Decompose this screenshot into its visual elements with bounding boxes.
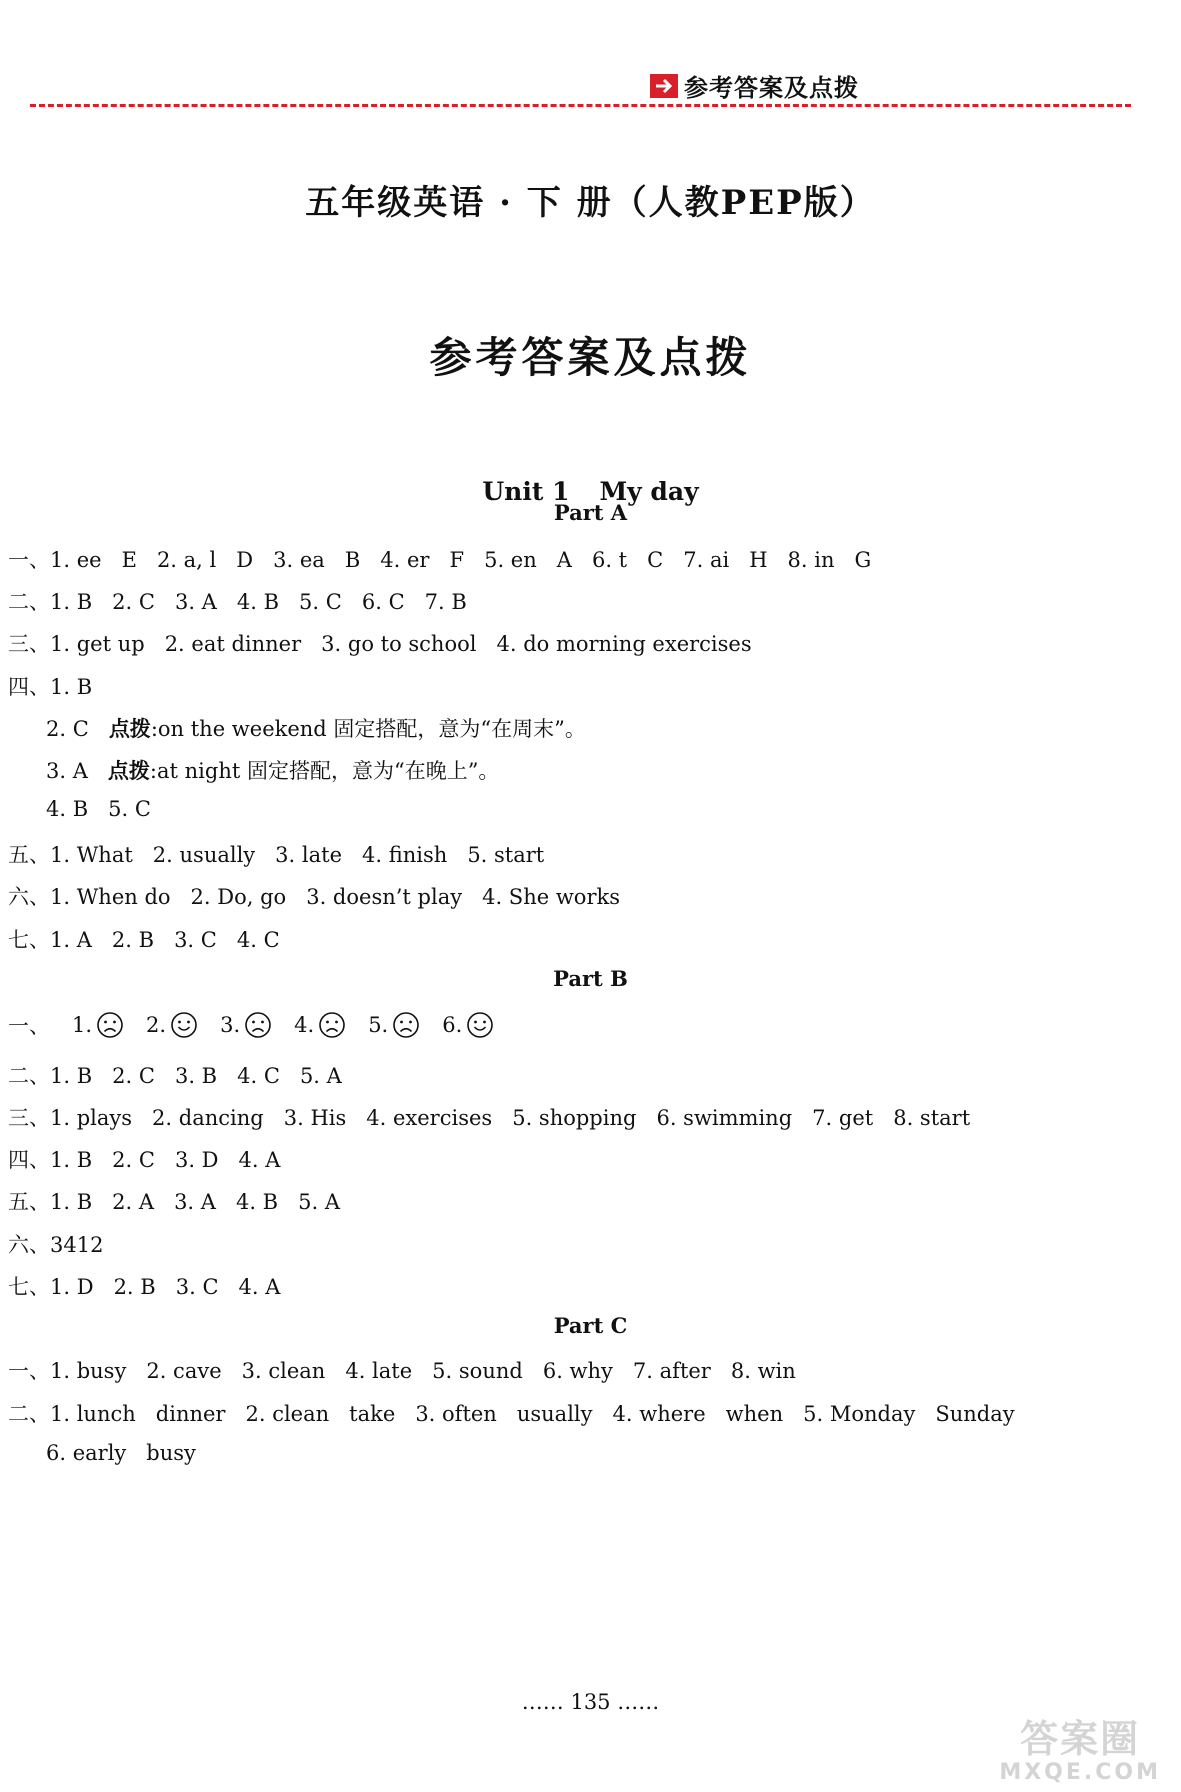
book-title: 五年级英语 · 下 册（人教PEP版） <box>305 183 876 223</box>
unit-name: My day <box>599 477 699 506</box>
answer-line: 五、1. B 2. A 3. A 4. B 5. A <box>8 1190 341 1214</box>
answer-line: 二、1. lunch dinner 2. clean take 3. often usually 4. where when 5. Monday Sunday <box>8 1402 1015 1426</box>
sad-face-icon <box>392 1011 420 1039</box>
note-answer: 2. C <box>46 717 89 741</box>
page-number: …… 135 …… <box>521 1690 660 1714</box>
sad-face-icon <box>244 1011 272 1039</box>
answer-line: 三、1. get up 2. eat dinner 3. go to school 4. do morning exercises <box>8 632 752 656</box>
face-number: 1. <box>72 1013 93 1037</box>
face-number: 5. <box>368 1013 389 1037</box>
answer-line: 一、1. ee E 2. a, l D 3. ea B 4. er F 5. en A 6. t C 7. ai H 8. in G <box>8 548 872 572</box>
answer-line: 七、1. A 2. B 3. C 4. C <box>8 928 280 952</box>
answer-line: 六、3412 <box>8 1233 104 1257</box>
faces-line <box>8 1010 494 1040</box>
answer-line: 四、1. B 2. C 3. D 4. A <box>8 1148 281 1172</box>
answer-line: 七、1. D 2. B 3. C 4. A <box>8 1275 281 1299</box>
header-tag <box>650 68 859 103</box>
answer-line: 六、1. When do 2. Do, go 3. doesn’t play 4. She works <box>8 885 620 909</box>
answer-line: 二、1. B 2. C 3. B 4. C 5. A <box>8 1064 342 1088</box>
note-text: :at night 固定搭配，意为“在晚上”。 <box>149 759 500 783</box>
page-title: 参考答案及点拨 <box>429 333 752 382</box>
faces-prefix: 一、 <box>8 1014 50 1038</box>
watermark-logo <box>999 1717 1161 1785</box>
part-a-heading: Part A <box>553 500 628 525</box>
answer-line: 一、1. busy 2. cave 3. clean 4. late 5. sound 6. why 7. after 8. win <box>8 1359 796 1383</box>
note-answer: 3. A <box>46 759 88 783</box>
header-divider <box>30 104 1131 107</box>
answer-line: 6. early busy <box>46 1441 196 1465</box>
note-label: 点拨 <box>107 759 150 783</box>
happy-face-icon <box>170 1011 198 1039</box>
face-number: 2. <box>146 1013 167 1037</box>
answer-line: 二、1. B 2. C 3. A 4. B 5. C 6. C 7. B <box>8 590 467 614</box>
face-item <box>294 1011 346 1039</box>
part-b-heading: Part B <box>553 966 628 991</box>
face-number: 3. <box>220 1013 241 1037</box>
watermark-text: 答案圈 <box>1020 1717 1141 1761</box>
sad-face-icon <box>96 1011 124 1039</box>
header-title: 参考答案及点拨 <box>684 74 859 102</box>
note-line <box>46 755 499 785</box>
face-item <box>442 1011 494 1039</box>
face-item <box>368 1011 420 1039</box>
note-text: :on the weekend 固定搭配，意为“在周末”。 <box>150 717 586 741</box>
note-label: 点拨 <box>108 717 151 741</box>
happy-face-icon <box>466 1011 494 1039</box>
answer-line: 四、1. B <box>8 675 93 699</box>
face-item <box>220 1011 272 1039</box>
answer-line: 三、1. plays 2. dancing 3. His 4. exercises 5. shopping 6. swimming 7. get 8. start <box>8 1106 971 1130</box>
face-item <box>146 1011 198 1039</box>
face-item <box>72 1011 124 1039</box>
face-number: 6. <box>442 1013 463 1037</box>
faces-list <box>72 1011 494 1039</box>
unit-number: Unit 1 <box>482 477 570 506</box>
answer-line: 4. B 5. C <box>46 797 151 821</box>
note-line <box>46 713 586 743</box>
arrow-right-icon <box>650 74 678 98</box>
part-c-heading: Part C <box>553 1313 628 1338</box>
sad-face-icon <box>318 1011 346 1039</box>
answer-line: 五、1. What 2. usually 3. late 4. finish 5. start <box>8 843 545 867</box>
face-number: 4. <box>294 1013 315 1037</box>
watermark-url: MXQE.COM <box>999 1760 1161 1785</box>
